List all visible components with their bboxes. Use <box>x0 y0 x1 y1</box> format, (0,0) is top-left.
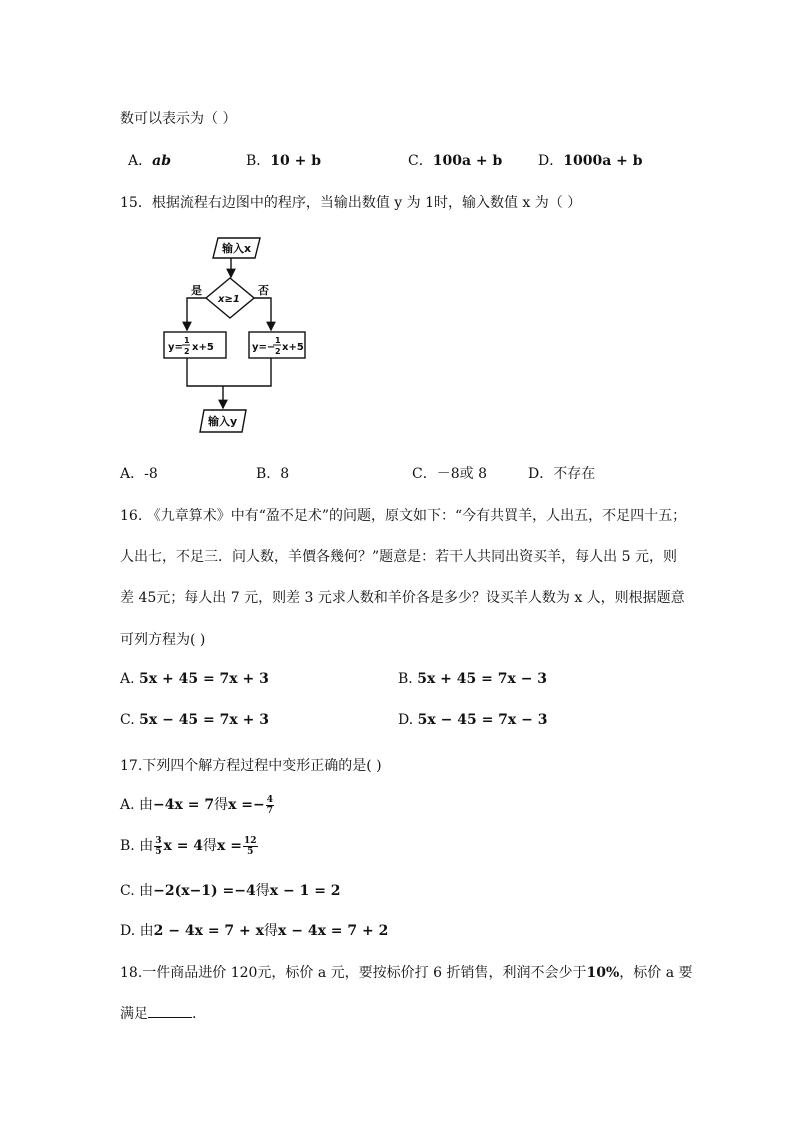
q16-option-a: A. 5x + 45 = 7x + 3 <box>120 671 269 687</box>
left-frac-den: 2 <box>184 347 190 356</box>
q17-stem: 17.下列四个解方程过程中变形正确的是( ) <box>120 758 382 774</box>
right-formula-prefix: y=− <box>252 342 276 353</box>
flow-output-text: 输入y <box>208 415 238 428</box>
flow-yes-label: 是 <box>191 284 202 297</box>
q17-option-a: A. 由−4x = 7得x =− $\frac{4}{7}$ <box>120 794 274 816</box>
flow-input-text: 输入x <box>222 242 252 255</box>
q15-option-c: C．－8或 8 <box>412 466 487 482</box>
right-frac-num: 1 <box>275 336 281 345</box>
left-formula-prefix: y= <box>168 342 183 353</box>
q15-option-b: B．8 <box>256 466 290 482</box>
q14-tail: 数可以表示为（ ） <box>120 111 237 127</box>
q16-option-b: B. 5x + 45 = 7x − 3 <box>398 671 548 687</box>
q15-option-d: D．不存在 <box>528 466 596 482</box>
q14-option-d: D．1000a + b <box>538 153 643 169</box>
q15-flowchart <box>158 230 318 442</box>
q14-option-c: C．100a + b <box>408 153 503 169</box>
q16-option-c: C. 5x − 45 = 7x + 3 <box>120 712 269 728</box>
q17-option-d: D. 由2 − 4x = 7 + x得x − 4x = 7 + 2 <box>120 923 389 939</box>
q16-line-3: 差 45元；每人出 7 元，则差 3 元求人数和羊价各是多少？设买羊人数为 x 人，则根据题意 <box>120 590 685 606</box>
q14-option-b: B．10 + b <box>246 153 322 169</box>
left-frac-num: 1 <box>184 336 190 345</box>
q14-option-a: A．ab <box>128 153 171 169</box>
q17-option-c: C. 由−2(x−1) =−4得x − 1 = 2 <box>120 883 341 899</box>
q15-option-a: A．-8 <box>120 466 158 482</box>
flow-no-label: 否 <box>258 284 269 297</box>
flow-condition-text: x≥1 <box>218 294 240 305</box>
q16-line-4: 可列方程为( ) <box>120 632 206 648</box>
right-frac-den: 2 <box>275 347 281 356</box>
q18-line-1: 18.一件商品进价 120元，标价 a 元，要按标价打 6 折销售，利润不会少于10%，标价 a 要 <box>120 965 693 981</box>
q16-option-d: D. 5x − 45 = 7x − 3 <box>398 712 548 728</box>
left-formula-suffix: x+5 <box>192 342 214 353</box>
q16-line-1: 16. 《九章算术》中有“盈不足术”的问题，原文如下：“今有共買羊，人出五，不足四十五； <box>120 508 687 524</box>
q15-stem: 15．根据流程右边图中的程序，当输出数值 y 为 1时，输入数值 x 为（ ） <box>120 195 582 211</box>
right-formula-suffix: x+5 <box>282 342 304 353</box>
q18-line-2: 满足 . <box>120 1006 197 1022</box>
q17-option-b: B. 由 $\frac{3}{5}$ x = 4得x = $\frac{12}{5}$ <box>120 835 257 857</box>
q16-line-2: 人出七，不足三．问人数，羊價各幾何？”题意是：若干人共同出资买羊，每人出 5 元，则 <box>120 549 677 565</box>
answer-blank[interactable] <box>148 1005 192 1018</box>
